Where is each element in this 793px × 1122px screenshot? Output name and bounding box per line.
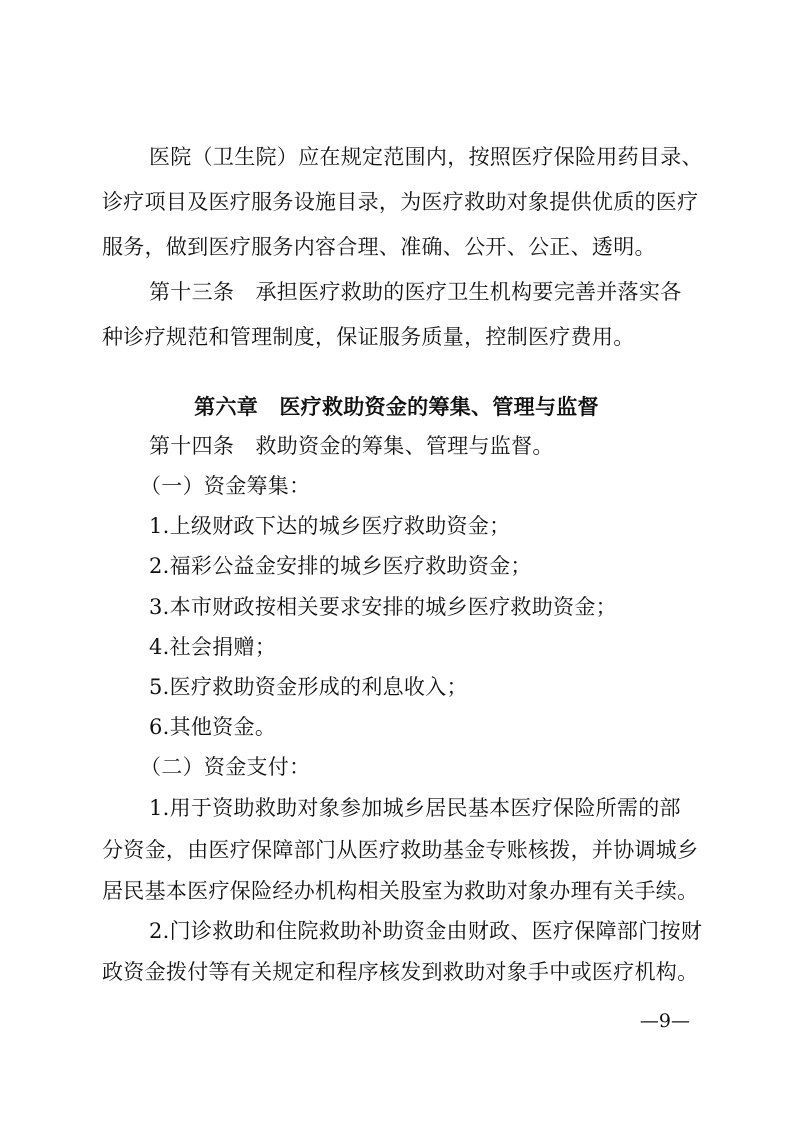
paragraph-line: 诊疗项目及医疗服务设施目录，为医疗救助对象提供优质的医疗: [102, 190, 699, 214]
paragraph-line: 政资金拨付等有关规定和程序核发到救助对象手中或医疗机构。: [102, 960, 699, 984]
article-14-line: 第十四条 救助资金的筹集、管理与监督。: [149, 434, 554, 458]
list-item: 4.社会捐赠；: [149, 635, 277, 659]
section-heading: （二）资金支付：: [140, 755, 311, 779]
section-heading: （一）资金筹集：: [140, 474, 311, 498]
list-item: 5.医疗救助资金形成的利息收入；: [149, 675, 468, 699]
paragraph-line: 居民基本医疗保险经办机构相关股室为救助对象办理有关手续。: [102, 879, 699, 903]
paragraph-line: 1.用于资助救助对象参加城乡居民基本医疗保险所需的部: [149, 796, 681, 820]
chapter-heading: 第六章 医疗救助资金的筹集、管理与监督: [194, 395, 599, 419]
page-number: —9—: [639, 1010, 690, 1032]
list-item: 6.其他资金。: [149, 715, 277, 739]
paragraph-line: 种诊疗规范和管理制度，保证服务质量，控制医疗费用。: [102, 325, 635, 349]
list-item: 2.福彩公益金安排的城乡医疗救助资金；: [149, 554, 532, 578]
paragraph-line: 服务，做到医疗服务内容合理、准确、公开、公正、透明。: [102, 235, 656, 259]
list-item: 1.上级财政下达的城乡医疗救助资金；: [149, 514, 511, 538]
paragraph-line: 医院（卫生院）应在规定范围内，按照医疗保险用药目录、: [149, 145, 703, 169]
list-item: 3.本市财政按相关要求安排的城乡医疗救助资金；: [149, 595, 617, 619]
paragraph-line: 2.门诊救助和住院救助补助资金由财政、医疗保障部门按财: [149, 919, 703, 943]
article-13-line: 第十三条 承担医疗救助的医疗卫生机构要完善并落实各: [149, 280, 682, 304]
paragraph-line: 分资金，由医疗保障部门从医疗救助基金专账核拨，并协调城乡: [102, 838, 699, 862]
